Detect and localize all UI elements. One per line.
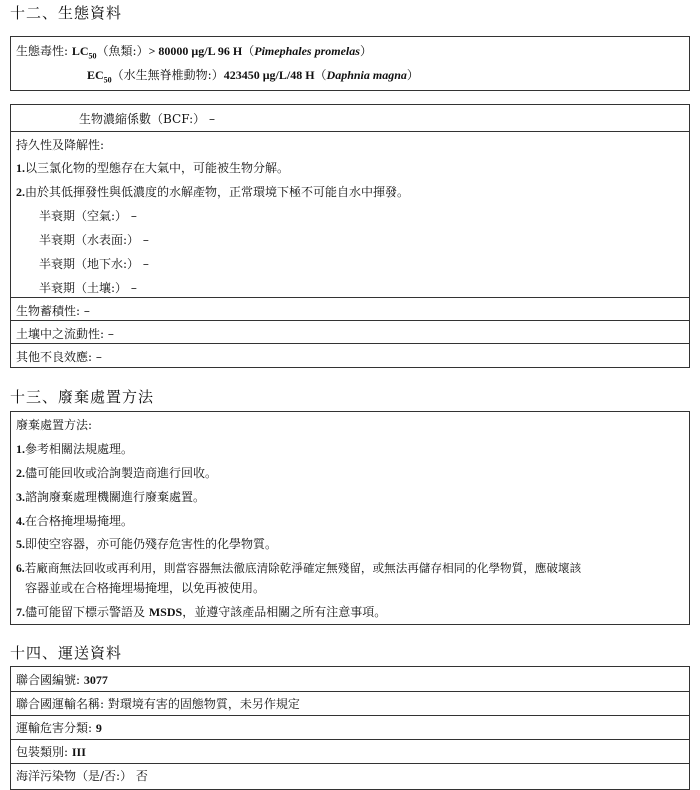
section-13-title: 十三、廢棄處置方法 xyxy=(10,388,155,406)
persistence-label: 持久性及降解性: xyxy=(16,138,105,152)
divider xyxy=(11,320,689,321)
un-name-row: 聯合國運輸名稱: 對環境有害的固態物質，未另作規定 xyxy=(16,697,300,711)
environment-box xyxy=(10,104,690,368)
transport-box xyxy=(10,666,690,790)
ec50-species: Daphnia magna xyxy=(326,68,407,82)
persistence-item-2: 2.由於其低揮發性與低濃度的水解產物，正常環境下極不可能自水中揮發。 xyxy=(16,185,410,199)
ec50-value: 423450 μg/L/48 H xyxy=(223,68,315,82)
lc50-row: 生態毒性: $LC_{50}$（魚類:）> 80000 μg/L 96 H（Pimephales promelas） xyxy=(16,44,372,61)
ec50-row: $EC_{50}$（水生無脊椎動物:）423450 μg/L/48 H（Daphnia magna） xyxy=(87,68,419,85)
ec50-open: （水生無脊椎動物:） xyxy=(111,68,224,82)
section-14-title: 十四、運送資料 xyxy=(10,644,123,662)
divider xyxy=(11,297,689,298)
packing-group-row: 包裝類別: III xyxy=(16,745,86,759)
disposal-item-2: 2.儘可能回收或洽詢製造商進行回收。 xyxy=(16,466,218,480)
disposal-item-3: 3.諮詢廢棄處理機關進行廢棄處置。 xyxy=(16,490,206,504)
disposal-item-1: 1.參考相關法規處理。 xyxy=(16,442,134,456)
divider xyxy=(11,691,689,692)
divider xyxy=(11,763,689,764)
ecotoxicity-box xyxy=(10,36,690,91)
soil-mobility-row: 土壤中之流動性: – xyxy=(16,327,114,341)
lc50-sub: 50 xyxy=(88,51,97,61)
ec50-prefix: EC xyxy=(87,68,104,82)
ec50-sub: 50 xyxy=(103,75,112,85)
divider xyxy=(11,715,689,716)
hazard-class-row: 運輸危害分類: 9 xyxy=(16,721,102,735)
ec50-close: ） xyxy=(406,68,419,82)
lc50-open: （魚類:） xyxy=(96,44,149,58)
divider xyxy=(11,131,689,132)
lc50-species: Pimephales promelas xyxy=(254,44,360,58)
bcf-row: 生物濃縮係數（BCF:） – xyxy=(79,112,215,126)
ecotox-label: 生態毒性: xyxy=(16,44,69,58)
persistence-item-1: 1.以三氯化物的型態存在大氣中，可能被生物分解。 xyxy=(16,161,290,175)
un-number-row: 聯合國編號: 3077 xyxy=(16,673,108,687)
disposal-item-6: 6.若廠商無法回收或再利用，則當容器無法徹底清除乾淨確定無殘留，或無法再儲存相同的化學物質，應破壞該 xyxy=(16,561,582,575)
lc50-value: > 80000 μg/L 96 H xyxy=(148,44,243,58)
disposal-box xyxy=(10,411,690,625)
divider xyxy=(11,739,689,740)
disposal-item-7: 7.儘可能留下標示警語及 MSDS，並遵守該產品相關之所有注意事項。 xyxy=(16,605,387,619)
divider xyxy=(11,343,689,344)
half-life-groundwater: 半衰期（地下水:） – xyxy=(39,257,149,271)
marine-pollutant-row: 海洋污染物（是/否:） 否 xyxy=(16,769,148,783)
lc50-close: ） xyxy=(359,44,372,58)
half-life-water-surface: 半衰期（水表面:） – xyxy=(39,233,149,247)
other-effects-row: 其他不良效應: – xyxy=(16,350,102,364)
disposal-item-6-cont: 容器並或在合格掩埋場掩埋，以免再被使用。 xyxy=(25,581,266,595)
disposal-item-4: 4.在合格掩埋場掩埋。 xyxy=(16,514,134,528)
half-life-soil: 半衰期（土壤:） – xyxy=(39,281,137,295)
disposal-item-5: 5.即使空容器，亦可能仍殘存危害性的化學物質。 xyxy=(16,537,278,551)
half-life-air: 半衰期（空氣:） – xyxy=(39,209,137,223)
lc50-prefix: LC xyxy=(71,44,89,58)
disposal-label: 廢棄處置方法: xyxy=(16,418,93,432)
section-12-title: 十二、生態資料 xyxy=(10,4,123,22)
bioaccumulation-row: 生物蓄積性: – xyxy=(16,304,90,318)
